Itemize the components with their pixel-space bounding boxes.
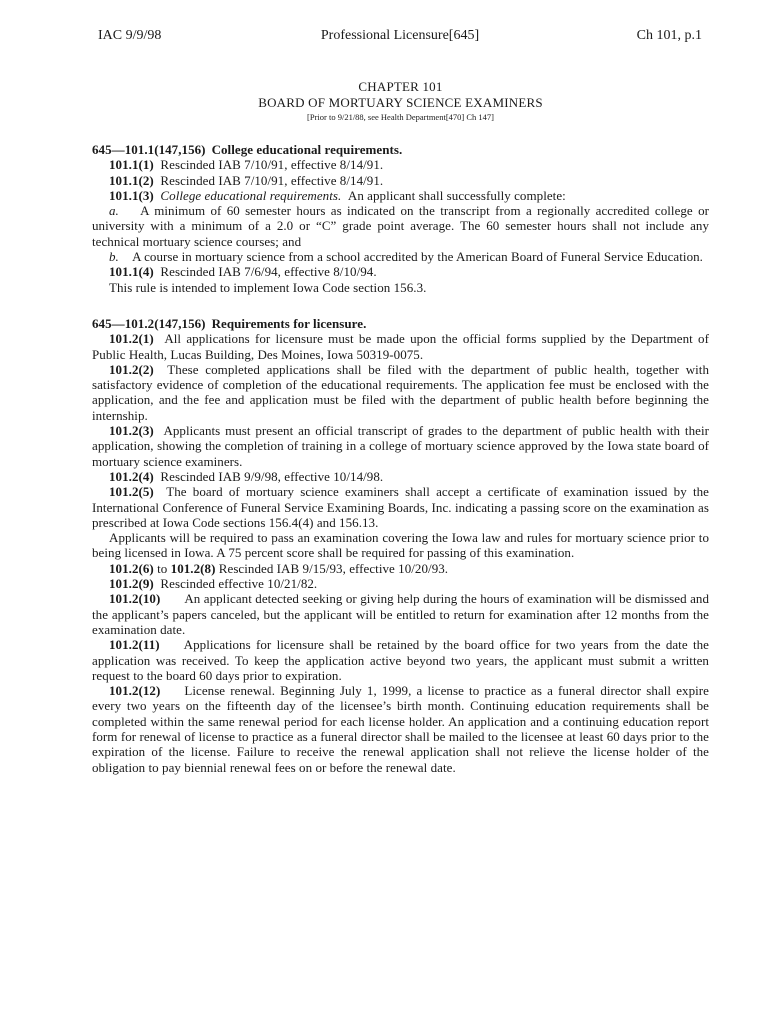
subrule-label: 101.2(6) [109, 560, 154, 576]
subrule-text: An applicant shall successfully complete: [347, 187, 566, 203]
subrule [92, 561, 709, 576]
subrule-label: 101.2(1) [109, 331, 154, 347]
subrule-label: 101.2(9) [109, 576, 154, 592]
rule-number: 645—101.2(147,156) [92, 315, 206, 331]
subrule [92, 157, 709, 172]
subrule-label: 101.1(3) [109, 187, 154, 203]
rule-title: College educational requirements. [211, 142, 403, 157]
subrule-label: 101.2(4) [109, 468, 154, 484]
subrule [92, 576, 709, 591]
subrule-text: Rescinded IAB 9/15/93, effective 10/20/93. [218, 560, 449, 576]
subrule [92, 173, 709, 188]
subrule-continuation: Applicants will be required to pass an examination covering the Iowa law and rules for mortuary science prior to being licensed in Iowa. A 75 percent score shall be required for passing of this examination. [92, 530, 709, 561]
subrule [92, 484, 709, 530]
paragraph-item [92, 203, 709, 249]
subrule-label: 101.2(3) [109, 423, 154, 439]
paragraph-label: a. [109, 203, 119, 219]
subrule [92, 683, 709, 775]
subrule [92, 362, 709, 423]
subrule-label: 101.2(11) [109, 637, 160, 653]
subrule-text: An applicant detected seeking or giving help during the hours of examination will be dismissed and the applicant’s papers canceled, but the applicant will be entitled to return for examination after 12 months from the examination date. [92, 591, 709, 637]
range-connector: to [157, 560, 168, 576]
rule-title: Requirements for licensure. [211, 315, 367, 331]
paragraph-item [92, 249, 709, 264]
subrule-text: All applications for licensure must be made upon the official forms supplied by the Department of Public Health, Lucas Building, Des Moines, Iowa 50319-0075. [92, 331, 709, 362]
subrule [92, 469, 709, 484]
subrule [92, 637, 709, 683]
rule-heading [92, 316, 709, 331]
rule-heading [92, 142, 709, 157]
subrule [92, 331, 709, 362]
subrule-title: College educational requirements. [160, 187, 342, 203]
subrule-text: Applicants must present an official transcript of grades to the department of public health with their application, showing the completion of training in a college of mortuary science approved by the Iowa state board of mortuary science examiners. [92, 423, 709, 469]
document-body [92, 142, 709, 775]
subrule-text: These completed applications shall be filed with the department of public health, together with satisfactory evidence of completion of the educational requirements. The application fee must be enclosed with the application, and the fee and application must be filed with the department of public health before beginning the internship. [92, 361, 710, 423]
subrule [92, 188, 709, 203]
implementation-note: This rule is intended to implement Iowa Code section 156.3. [109, 279, 427, 295]
subrule-label: 101.2(10) [109, 591, 161, 607]
chapter-note: [Prior to 9/21/88, see Health Department[470] Ch 147] [307, 112, 494, 122]
subrule-text: Rescinded IAB 7/6/94, effective 8/10/94. [160, 264, 377, 280]
subrule-label: 101.2(5) [109, 484, 154, 500]
subrule [92, 423, 709, 469]
running-head-agency: Professional Licensure[645] [320, 28, 480, 43]
subrule-label: 101.1(4) [109, 264, 154, 280]
subrule-text: Applications for licensure shall be retained by the board office for two years from the date the application was received. To keep the application active beyond two years, the applicant must submit a written request to the board 60 days prior to expiration. [92, 637, 709, 683]
subrule-text: Rescinded effective 10/21/82. [160, 576, 318, 592]
paragraph-text: A course in mortuary science from a school accredited by the American Board of Funeral Service Education. [132, 249, 703, 265]
subrule-text: The board of mortuary science examiners shall accept a certificate of examination issued by the International Conference of Funeral Service Examining Boards, Inc. indicating a passing score on the examination as prescribed at Iowa Code sections 156.4(4) and 156.13. [92, 484, 709, 530]
subrule-text: License renewal. Beginning July 1, 1999, a license to practice as a funeral director shall expire every two years on the fifteenth day of the licensee’s birth month. Continuing education requirements shall be completed within the same renewal period for each license holder. An application and a continuing education report form for renewal of license to practice as a funeral director shall be mailed to the licensee at least 60 days prior to the expiration of the license. Failure to receive the renewal application shall not relieve the license holder of the obligation to pay biennial renewal fees on or before the renewal date. [92, 683, 709, 775]
chapter-title: BOARD OF MORTUARY SCIENCE EXAMINERS [258, 95, 543, 110]
paragraph-label: b. [109, 249, 119, 265]
running-head-page: Ch 101, p.1 [636, 28, 702, 43]
subrule-label: 101.1(2) [109, 172, 154, 188]
subrule [92, 264, 709, 279]
subrule-text: Rescinded IAB 7/10/91, effective 8/14/91. [160, 172, 384, 188]
subrule-label: 101.2(2) [109, 361, 154, 377]
subrule-label: 101.1(1) [109, 157, 154, 173]
rule-number: 645—101.1(147,156) [92, 142, 206, 157]
chapter-heading [92, 79, 709, 123]
subrule-text: Rescinded IAB 7/10/91, effective 8/14/91. [160, 157, 384, 173]
running-head-date: IAC 9/9/98 [98, 28, 162, 43]
subrule-label: 101.2(8) [170, 560, 216, 576]
subrule-text: Rescinded IAB 9/9/98, effective 10/14/98. [160, 468, 384, 484]
subrule [92, 591, 709, 637]
chapter-number: CHAPTER 101 [358, 79, 443, 94]
paragraph-text: A minimum of 60 semester hours as indicated on the transcript from a regionally accredited college or university with a minimum of a 2.0 or “C” grade point average. The 60 semester hours shall not include any technical mortuary science courses; and [92, 203, 710, 249]
subrule-label: 101.2(12) [109, 683, 161, 699]
